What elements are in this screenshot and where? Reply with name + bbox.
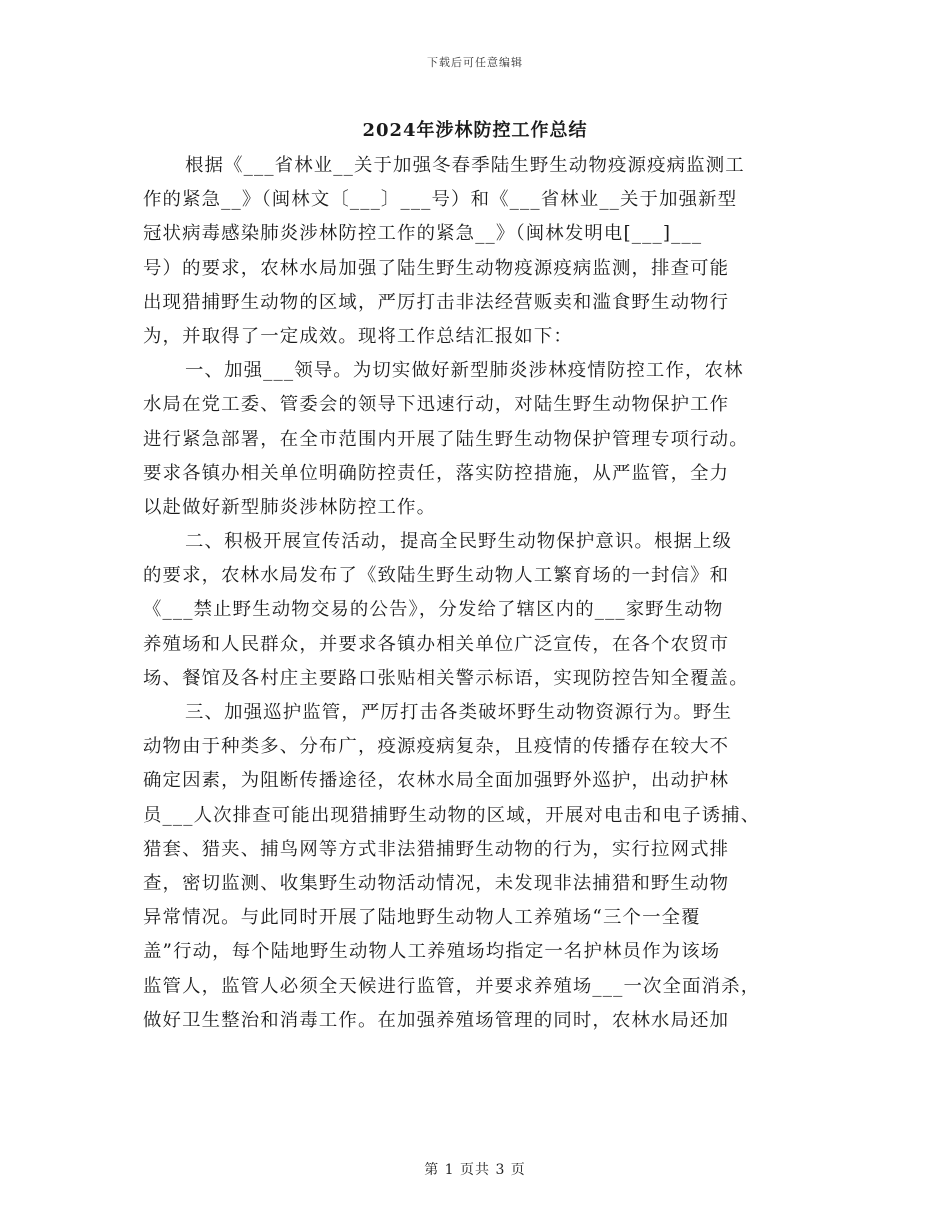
body-line: 动物由于种类多、分布广，疫源疫病复杂，且疫情的传播存在较大不: [143, 736, 730, 758]
body-line: 出现猎捕野生动物的区域，严厉打击非法经营贩卖和滥食野生动物行: [143, 291, 730, 313]
body-line: 盖”行动，每个陆地野生动物人工养殖场均指定一名护林员作为该场: [143, 941, 721, 963]
body-line: 水局在党工委、管委会的领导下迅速行动，对陆生野生动物保护工作: [143, 394, 730, 416]
body-line: 为，并取得了一定成效。现将工作总结汇报如下：: [143, 325, 573, 347]
body-line: 场、餐馆及各村庄主要路口张贴相关警示标语，实现防控告知全覆盖。: [143, 667, 749, 689]
body-line: 养殖场和人民群众，并要求各镇办相关单位广泛宣传，在各个农贸市: [143, 633, 730, 655]
body-line: 异常情况。与此同时开展了陆地野生动物人工养殖场“三个一全覆: [143, 907, 701, 929]
body-line: 查，密切监测、收集野生动物活动情况，未发现非法捕猎和野生动物: [143, 872, 730, 894]
body-line: 三、加强巡护监管，严厉打击各类破坏野生动物资源行为。野生: [185, 702, 733, 723]
body-line: 二、积极开展宣传活动，提高全民野生动物保护意识。根据上级: [185, 531, 733, 553]
body-line: 员___人次排查可能出现猎捕野生动物的区域，开展对电击和电子诱捕、: [143, 804, 761, 826]
document-body: [143, 149, 815, 1038]
body-line: 确定因素，为阻断传播途径，农林水局全面加强野外巡护，出动护林: [143, 770, 730, 792]
document-title: 2024年涉林防控工作总结: [362, 120, 588, 141]
body-line: 号）的要求，农林水局加强了陆生野生动物疫源疫病监测，排查可能: [143, 257, 730, 279]
body-line: 要求各镇办相关单位明确防控责任，落实防控措施，从严监管，全力: [143, 462, 730, 484]
header-note: 下载后可任意编辑: [427, 56, 523, 69]
body-line: 作的紧急__》（闽林文〔___〕___号）和《___省林业__关于加强新型: [143, 189, 738, 211]
body-line: 的要求，农林水局发布了《致陆生野生动物人工繁育场的一封信》和: [143, 565, 730, 587]
body-line: 根据《___省林业__关于加强冬春季陆生野生动物疫源疫病监测工: [185, 155, 745, 176]
body-line: 进行紧急部署，在全市范围内开展了陆生野生动物保护管理专项行动。: [143, 428, 749, 450]
body-line: 做好卫生整治和消毒工作。在加强养殖场管理的同时，农林水局还加: [143, 1009, 730, 1031]
page-footer: 第 1 页共 3 页: [424, 1162, 526, 1178]
body-line: 冠状病毒感染肺炎涉林防控工作的紧急__》（闽林发明电[___]___: [143, 223, 703, 245]
body-line: 猎套、猎夹、捕鸟网等方式非法猎捕野生动物的行为，实行拉网式排: [143, 838, 730, 860]
body-line: 一、加强___领导。为切实做好新型肺炎涉林疫情防控工作，农林: [185, 360, 744, 382]
body-line: 以赴做好新型肺炎涉林防控工作。: [143, 496, 437, 518]
body-line: 《___禁止野生动物交易的公告》，分发给了辖区内的___家野生动物: [143, 599, 724, 621]
body-line: 监管人，监管人必须全天候进行监管，并要求养殖场___一次全面消杀，: [143, 975, 761, 997]
